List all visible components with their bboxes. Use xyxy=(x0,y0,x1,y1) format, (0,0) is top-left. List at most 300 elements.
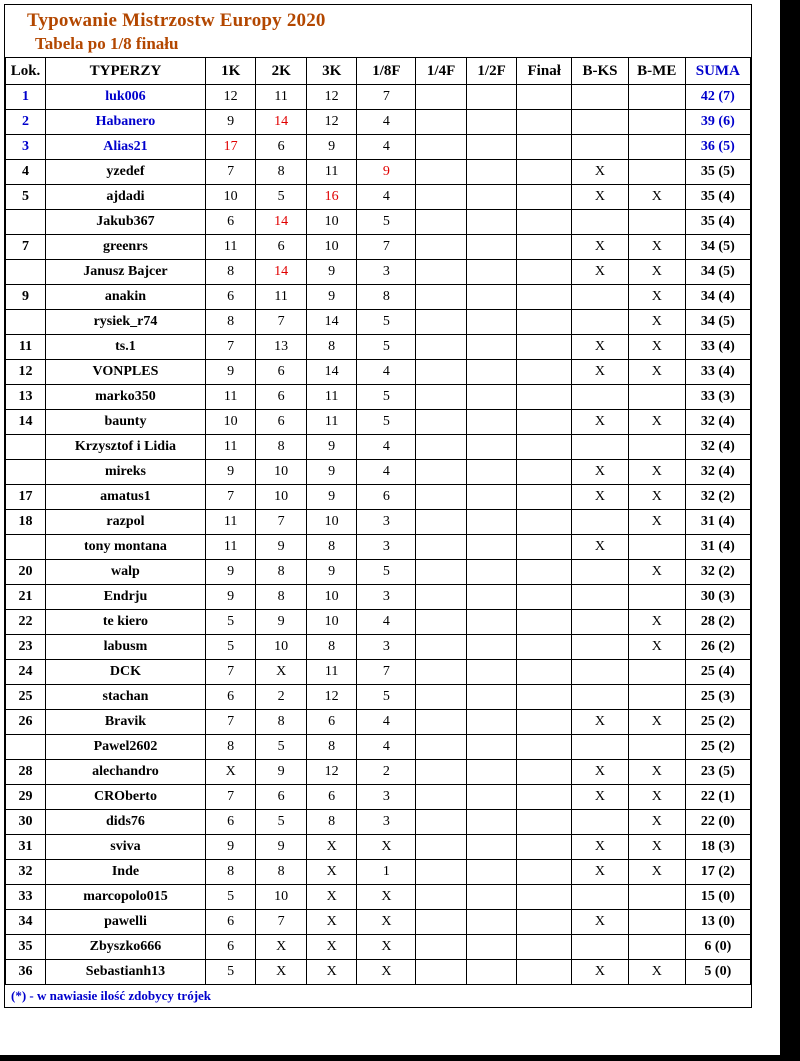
cell-2k: 6 xyxy=(256,410,307,435)
cell-player-name: marcopolo015 xyxy=(45,885,205,910)
cell-final xyxy=(517,260,572,285)
cell-player-name: Pawel2602 xyxy=(45,735,205,760)
cell-player-name: DCK xyxy=(45,660,205,685)
cell-final xyxy=(517,735,572,760)
column-header-lok: Lok. xyxy=(6,58,46,85)
cell-bme: X xyxy=(628,310,685,335)
cell-1-2f xyxy=(466,210,517,235)
cell-player-name: Krzysztof i Lidia xyxy=(45,435,205,460)
cell-1-2f xyxy=(466,335,517,360)
cell-1-4f xyxy=(416,560,467,585)
cell-final xyxy=(517,510,572,535)
cell-1-4f xyxy=(416,110,467,135)
cell-1-2f xyxy=(466,435,517,460)
cell-1-8f: X xyxy=(357,885,416,910)
table-footnote: (*) - w nawiasie ilość zdobycy trójek xyxy=(11,988,212,1003)
table-row xyxy=(6,435,751,460)
cell-1-4f xyxy=(416,260,467,285)
cell-2k: 6 xyxy=(256,135,307,160)
cell-player-name: ts.1 xyxy=(45,335,205,360)
cell-1-8f: 9 xyxy=(357,160,416,185)
cell-rank: 12 xyxy=(6,360,46,385)
cell-bme: X xyxy=(628,235,685,260)
cell-bks xyxy=(572,810,629,835)
cell-1-8f: X xyxy=(357,910,416,935)
cell-bme xyxy=(628,935,685,960)
cell-bme: X xyxy=(628,560,685,585)
cell-player-name: Habanero xyxy=(45,110,205,135)
cell-bks xyxy=(572,310,629,335)
cell-2k: 7 xyxy=(256,910,307,935)
column-header-3k: 3K xyxy=(306,58,357,85)
cell-player-name: dids76 xyxy=(45,810,205,835)
cell-1-2f xyxy=(466,485,517,510)
cell-player-name: anakin xyxy=(45,285,205,310)
cell-bks: X xyxy=(572,960,629,985)
cell-bks xyxy=(572,660,629,685)
cell-1k: 11 xyxy=(205,235,256,260)
cell-1-2f xyxy=(466,135,517,160)
cell-3k: 10 xyxy=(306,610,357,635)
cell-1-2f xyxy=(466,735,517,760)
cell-rank: 5 xyxy=(6,185,46,210)
table-row xyxy=(6,110,751,135)
cell-1-8f: 5 xyxy=(357,385,416,410)
cell-1-8f: 4 xyxy=(357,435,416,460)
cell-1k: 9 xyxy=(205,460,256,485)
cell-final xyxy=(517,960,572,985)
table-row xyxy=(6,185,751,210)
table-row xyxy=(6,485,751,510)
cell-1-2f xyxy=(466,310,517,335)
cell-1-4f xyxy=(416,360,467,385)
cell-rank: 26 xyxy=(6,710,46,735)
cell-2k: 14 xyxy=(256,260,307,285)
cell-total: 33 (3) xyxy=(685,385,750,410)
table-row xyxy=(6,685,751,710)
cell-1-2f xyxy=(466,560,517,585)
column-header-typerzy: TYPERZY xyxy=(45,58,205,85)
cell-3k: 11 xyxy=(306,385,357,410)
cell-1-2f xyxy=(466,660,517,685)
cell-total: 30 (3) xyxy=(685,585,750,610)
cell-1k: 10 xyxy=(205,185,256,210)
cell-3k: 9 xyxy=(306,460,357,485)
cell-bme: X xyxy=(628,835,685,860)
cell-1-2f xyxy=(466,235,517,260)
cell-1-8f: 4 xyxy=(357,710,416,735)
table-row xyxy=(6,210,751,235)
cell-1-8f: 8 xyxy=(357,285,416,310)
cell-1-4f xyxy=(416,310,467,335)
cell-bme xyxy=(628,735,685,760)
cell-player-name: sviva xyxy=(45,835,205,860)
cell-total: 35 (5) xyxy=(685,160,750,185)
cell-bks: X xyxy=(572,835,629,860)
cell-1-2f xyxy=(466,260,517,285)
cell-2k: 8 xyxy=(256,435,307,460)
cell-2k: 14 xyxy=(256,110,307,135)
cell-1-4f xyxy=(416,235,467,260)
cell-1k: 11 xyxy=(205,535,256,560)
cell-1-4f xyxy=(416,635,467,660)
table-header-row xyxy=(6,58,751,85)
table-row xyxy=(6,310,751,335)
cell-1-4f xyxy=(416,910,467,935)
cell-1k: 7 xyxy=(205,785,256,810)
table-row xyxy=(6,835,751,860)
cell-3k: 10 xyxy=(306,510,357,535)
cell-3k: 6 xyxy=(306,710,357,735)
cell-rank: 1 xyxy=(6,85,46,110)
column-header-1k: 1K xyxy=(205,58,256,85)
cell-total: 35 (4) xyxy=(685,210,750,235)
cell-rank: 9 xyxy=(6,285,46,310)
cell-player-name: pawelli xyxy=(45,910,205,935)
cell-rank: 31 xyxy=(6,835,46,860)
cell-1-8f: 2 xyxy=(357,760,416,785)
cell-1k: 6 xyxy=(205,810,256,835)
cell-2k: 5 xyxy=(256,735,307,760)
cell-1-4f xyxy=(416,885,467,910)
cell-bks xyxy=(572,610,629,635)
cell-bks: X xyxy=(572,710,629,735)
cell-rank: 20 xyxy=(6,560,46,585)
table-row xyxy=(6,660,751,685)
cell-final xyxy=(517,535,572,560)
table-row xyxy=(6,735,751,760)
cell-1k: 10 xyxy=(205,410,256,435)
cell-bks: X xyxy=(572,760,629,785)
cell-2k: 8 xyxy=(256,860,307,885)
cell-player-name: alechandro xyxy=(45,760,205,785)
cell-player-name: Inde xyxy=(45,860,205,885)
cell-player-name: greenrs xyxy=(45,235,205,260)
cell-final xyxy=(517,310,572,335)
cell-1k: 6 xyxy=(205,935,256,960)
column-header-2k: 2K xyxy=(256,58,307,85)
cell-final xyxy=(517,685,572,710)
cell-2k: X xyxy=(256,960,307,985)
cell-1k: 9 xyxy=(205,835,256,860)
cell-1-4f xyxy=(416,810,467,835)
cell-1k: 11 xyxy=(205,510,256,535)
cell-rank: 33 xyxy=(6,885,46,910)
cell-player-name: stachan xyxy=(45,685,205,710)
cell-bks xyxy=(572,635,629,660)
table-container xyxy=(4,4,752,1008)
cell-1-8f: 4 xyxy=(357,460,416,485)
cell-1k: 9 xyxy=(205,585,256,610)
cell-total: 13 (0) xyxy=(685,910,750,935)
cell-1-8f: 5 xyxy=(357,560,416,585)
cell-bme: X xyxy=(628,510,685,535)
cell-1-4f xyxy=(416,285,467,310)
table-row xyxy=(6,960,751,985)
cell-bme xyxy=(628,660,685,685)
cell-1k: 8 xyxy=(205,310,256,335)
cell-1-8f: 5 xyxy=(357,335,416,360)
table-row xyxy=(6,335,751,360)
cell-rank: 23 xyxy=(6,635,46,660)
cell-total: 23 (5) xyxy=(685,760,750,785)
cell-total: 36 (5) xyxy=(685,135,750,160)
table-row xyxy=(6,410,751,435)
cell-2k: 8 xyxy=(256,585,307,610)
cell-3k: X xyxy=(306,960,357,985)
cell-3k: 16 xyxy=(306,185,357,210)
cell-bks xyxy=(572,285,629,310)
cell-2k: 9 xyxy=(256,610,307,635)
cell-1-2f xyxy=(466,535,517,560)
cell-final xyxy=(517,110,572,135)
cell-bme: X xyxy=(628,610,685,635)
cell-final xyxy=(517,835,572,860)
table-row xyxy=(6,785,751,810)
cell-2k: 11 xyxy=(256,85,307,110)
cell-total: 25 (3) xyxy=(685,685,750,710)
cell-1k: 12 xyxy=(205,85,256,110)
cell-3k: 14 xyxy=(306,360,357,385)
cell-1k: 8 xyxy=(205,735,256,760)
cell-1-4f xyxy=(416,385,467,410)
cell-1k: 9 xyxy=(205,560,256,585)
cell-bme: X xyxy=(628,260,685,285)
cell-bks xyxy=(572,510,629,535)
cell-bks xyxy=(572,585,629,610)
cell-final xyxy=(517,160,572,185)
cell-total: 39 (6) xyxy=(685,110,750,135)
standings-table xyxy=(5,57,751,985)
cell-1-2f xyxy=(466,910,517,935)
cell-player-name: labusm xyxy=(45,635,205,660)
cell-3k: 12 xyxy=(306,85,357,110)
table-header xyxy=(6,58,751,85)
table-row xyxy=(6,260,751,285)
cell-1k: 9 xyxy=(205,360,256,385)
cell-final xyxy=(517,410,572,435)
cell-bks xyxy=(572,935,629,960)
cell-total: 32 (4) xyxy=(685,435,750,460)
cell-1-4f xyxy=(416,785,467,810)
cell-rank: 36 xyxy=(6,960,46,985)
cell-bks: X xyxy=(572,235,629,260)
cell-rank: 24 xyxy=(6,660,46,685)
cell-1k: 6 xyxy=(205,285,256,310)
cell-1k: 6 xyxy=(205,685,256,710)
cell-1-8f: 6 xyxy=(357,485,416,510)
cell-rank: 3 xyxy=(6,135,46,160)
cell-bks xyxy=(572,210,629,235)
cell-rank: 4 xyxy=(6,160,46,185)
cell-3k: 11 xyxy=(306,660,357,685)
cell-total: 32 (4) xyxy=(685,460,750,485)
cell-1k: 7 xyxy=(205,660,256,685)
cell-final xyxy=(517,785,572,810)
cell-bme xyxy=(628,585,685,610)
cell-2k: 8 xyxy=(256,160,307,185)
cell-rank xyxy=(6,535,46,560)
cell-1-8f: 7 xyxy=(357,85,416,110)
cell-1-2f xyxy=(466,285,517,310)
table-row xyxy=(6,360,751,385)
cell-bks: X xyxy=(572,785,629,810)
cell-total: 25 (4) xyxy=(685,660,750,685)
cell-rank xyxy=(6,435,46,460)
cell-bks xyxy=(572,435,629,460)
cell-bme: X xyxy=(628,785,685,810)
cell-1k: 7 xyxy=(205,335,256,360)
cell-final xyxy=(517,210,572,235)
cell-bks: X xyxy=(572,160,629,185)
cell-1-2f xyxy=(466,160,517,185)
cell-rank: 13 xyxy=(6,385,46,410)
table-row xyxy=(6,635,751,660)
table-row xyxy=(6,910,751,935)
cell-player-name: Zbyszko666 xyxy=(45,935,205,960)
cell-1-4f xyxy=(416,660,467,685)
cell-player-name: ajdadi xyxy=(45,185,205,210)
cell-3k: 10 xyxy=(306,235,357,260)
table-row xyxy=(6,235,751,260)
cell-final xyxy=(517,185,572,210)
cell-total: 33 (4) xyxy=(685,360,750,385)
cell-final xyxy=(517,460,572,485)
cell-player-name: tony montana xyxy=(45,535,205,560)
cell-bme: X xyxy=(628,335,685,360)
cell-player-name: te kiero xyxy=(45,610,205,635)
cell-1-8f: 4 xyxy=(357,110,416,135)
cell-total: 31 (4) xyxy=(685,510,750,535)
cell-1-4f xyxy=(416,335,467,360)
cell-total: 18 (3) xyxy=(685,835,750,860)
cell-1-2f xyxy=(466,585,517,610)
cell-1k: 8 xyxy=(205,860,256,885)
table-row xyxy=(6,385,751,410)
cell-total: 32 (4) xyxy=(685,410,750,435)
cell-total: 22 (0) xyxy=(685,810,750,835)
cell-3k: 12 xyxy=(306,110,357,135)
cell-1k: 11 xyxy=(205,435,256,460)
cell-rank: 17 xyxy=(6,485,46,510)
column-header-suma: SUMA xyxy=(685,58,750,85)
cell-final xyxy=(517,435,572,460)
cell-final xyxy=(517,635,572,660)
cell-1k: 5 xyxy=(205,610,256,635)
cell-total: 34 (5) xyxy=(685,260,750,285)
cell-bme: X xyxy=(628,635,685,660)
cell-1-8f: 5 xyxy=(357,310,416,335)
cell-2k: 6 xyxy=(256,360,307,385)
cell-rank: 18 xyxy=(6,510,46,535)
cell-player-name: razpol xyxy=(45,510,205,535)
cell-2k: 8 xyxy=(256,710,307,735)
cell-3k: 9 xyxy=(306,560,357,585)
column-header-bme: B-ME xyxy=(628,58,685,85)
column-header-1-2f: 1/2F xyxy=(466,58,517,85)
cell-3k: 9 xyxy=(306,260,357,285)
cell-rank: 21 xyxy=(6,585,46,610)
table-row xyxy=(6,510,751,535)
cell-player-name: CROberto xyxy=(45,785,205,810)
title-block xyxy=(5,5,751,57)
page-subtitle: Tabela po 1/8 finału xyxy=(35,34,179,53)
cell-3k: 8 xyxy=(306,535,357,560)
cell-3k: 11 xyxy=(306,410,357,435)
cell-final xyxy=(517,135,572,160)
cell-1-8f: 5 xyxy=(357,685,416,710)
cell-1-8f: 4 xyxy=(357,735,416,760)
cell-1-4f xyxy=(416,510,467,535)
cell-player-name: baunty xyxy=(45,410,205,435)
cell-2k: X xyxy=(256,660,307,685)
cell-3k: 12 xyxy=(306,685,357,710)
cell-bks xyxy=(572,885,629,910)
cell-bks: X xyxy=(572,410,629,435)
cell-bme: X xyxy=(628,410,685,435)
cell-3k: 8 xyxy=(306,735,357,760)
cell-2k: 8 xyxy=(256,560,307,585)
cell-player-name: marko350 xyxy=(45,385,205,410)
cell-1-8f: 1 xyxy=(357,860,416,885)
cell-bme xyxy=(628,160,685,185)
cell-1-8f: 3 xyxy=(357,535,416,560)
cell-bme xyxy=(628,910,685,935)
cell-bme: X xyxy=(628,185,685,210)
cell-final xyxy=(517,285,572,310)
cell-bks: X xyxy=(572,535,629,560)
table-row xyxy=(6,85,751,110)
cell-total: 34 (4) xyxy=(685,285,750,310)
cell-total: 25 (2) xyxy=(685,735,750,760)
table-row xyxy=(6,535,751,560)
table-row xyxy=(6,585,751,610)
cell-1-8f: 4 xyxy=(357,360,416,385)
cell-3k: 8 xyxy=(306,635,357,660)
cell-player-name: rysiek_r74 xyxy=(45,310,205,335)
cell-final xyxy=(517,485,572,510)
cell-final xyxy=(517,235,572,260)
cell-1-8f: X xyxy=(357,835,416,860)
cell-bme xyxy=(628,885,685,910)
cell-3k: 9 xyxy=(306,135,357,160)
cell-1-4f xyxy=(416,610,467,635)
cell-1-4f xyxy=(416,135,467,160)
cell-bks xyxy=(572,385,629,410)
cell-2k: 10 xyxy=(256,485,307,510)
cell-total: 17 (2) xyxy=(685,860,750,885)
cell-bks xyxy=(572,735,629,760)
cell-final xyxy=(517,660,572,685)
cell-1-2f xyxy=(466,635,517,660)
cell-bme: X xyxy=(628,760,685,785)
cell-final xyxy=(517,360,572,385)
cell-1-4f xyxy=(416,760,467,785)
cell-1-4f xyxy=(416,410,467,435)
cell-1-8f: 5 xyxy=(357,210,416,235)
cell-bme: X xyxy=(628,860,685,885)
table-row xyxy=(6,860,751,885)
cell-rank: 7 xyxy=(6,235,46,260)
cell-3k: X xyxy=(306,885,357,910)
cell-final xyxy=(517,910,572,935)
table-row xyxy=(6,935,751,960)
page-title: Typowanie Mistrzostw Europy 2020 xyxy=(27,10,326,31)
cell-total: 31 (4) xyxy=(685,535,750,560)
cell-2k: 9 xyxy=(256,760,307,785)
cell-bks: X xyxy=(572,910,629,935)
cell-2k: 14 xyxy=(256,210,307,235)
